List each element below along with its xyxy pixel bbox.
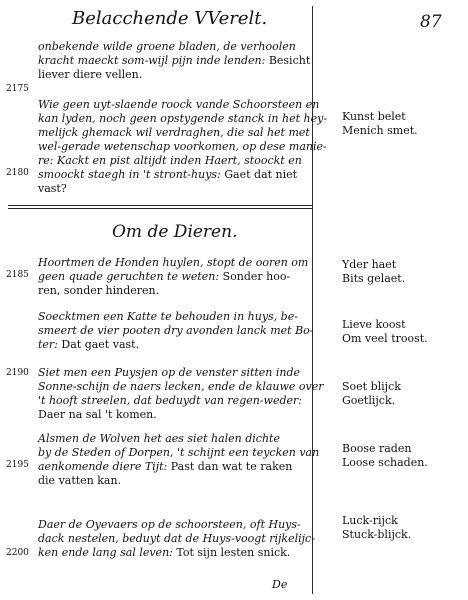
italic-segment: Hoortmen de Honden huylen, stopt de ooren om xyxy=(38,256,309,269)
page-number: 87 xyxy=(420,12,442,32)
text-line xyxy=(38,546,306,560)
italic-segment: by de Steden of Dorpen, 't schijnt een teycken van xyxy=(38,446,320,459)
text-line xyxy=(38,126,310,140)
roman-segment: ren, sonder hinderen. xyxy=(38,284,160,297)
italic-segment: Sonne-schijn de naers lecken, ende de klauwe over xyxy=(38,380,324,393)
margin-note-line: Boose raden xyxy=(342,442,412,455)
margin-note-line: Stuck-blijck. xyxy=(342,528,412,541)
text-line xyxy=(38,460,306,474)
text-line xyxy=(38,310,306,324)
margin-note-line: Lieve koost xyxy=(342,318,406,331)
italic-segment: ken ende lang sal leven: xyxy=(38,546,177,559)
line-number: 2200 xyxy=(6,548,29,558)
roman-segment: Sonder hoo- xyxy=(222,270,291,283)
entry xyxy=(38,256,309,298)
text-line xyxy=(38,270,306,284)
text-line xyxy=(38,68,306,82)
italic-segment: smeert de vier pooten dry avonden lanck met Bo- xyxy=(38,324,314,337)
italic-segment: Siet men een Puysjen op de venster sitten inde xyxy=(38,366,301,379)
margin-note xyxy=(342,380,401,408)
margin-note-line: Kunst belet xyxy=(342,110,406,123)
margin-note xyxy=(342,110,418,138)
italic-segment: geen quade geruchten te weten: xyxy=(38,270,223,283)
roman-segment: Daer na sal 't komen. xyxy=(38,408,157,421)
margin-note-line: Om veel troost. xyxy=(342,332,428,345)
roman-segment: Besicht xyxy=(268,54,311,67)
margin-note-line: Yder haet xyxy=(342,258,397,271)
text-line xyxy=(38,40,306,54)
italic-segment: aenkomende diere Tijt: xyxy=(38,460,171,473)
line-number: 2195 xyxy=(6,460,29,470)
text-line xyxy=(38,182,306,196)
italic-segment: onbekende wilde groene bladen, de verhoolen xyxy=(38,40,296,53)
text-line xyxy=(38,366,306,380)
italic-segment: re: Kackt en pist altijdt inden Haert, stoockt en xyxy=(38,154,302,167)
text-line xyxy=(38,432,306,446)
section-rule-top xyxy=(8,205,312,206)
roman-segment: Tot sijn lesten snick. xyxy=(176,546,291,559)
italic-segment: ter: xyxy=(38,338,62,351)
italic-segment: Daer de Oyevaers op de schoorsteen, oft Huys- xyxy=(38,518,301,531)
text-line xyxy=(38,54,311,68)
catchword: De xyxy=(272,578,288,591)
roman-segment: Past dan wat te raken xyxy=(170,460,293,473)
entry xyxy=(38,98,328,196)
italic-segment: Alsmen de Wolven het aes siet halen dichte xyxy=(38,432,280,445)
margin-note xyxy=(342,318,428,346)
italic-segment: wel-gerade wetenschap voorkomen, op dese manie- xyxy=(38,140,327,153)
margin-column-rule xyxy=(312,6,313,594)
text-line xyxy=(38,154,306,168)
italic-segment: smoockt staegh in 't stront-huys: xyxy=(38,168,225,181)
italic-segment: melijck ghemack wil verdraghen, die sal het met xyxy=(38,126,310,139)
text-line xyxy=(38,168,306,182)
margin-note-line: Luck-rijck xyxy=(342,514,398,527)
roman-segment: liever diere vellen. xyxy=(38,68,143,81)
section-title: Om de Dieren. xyxy=(112,222,238,242)
margin-note-line: Soet blijck xyxy=(342,380,401,393)
margin-note xyxy=(342,258,405,286)
text-line xyxy=(38,140,327,154)
text-line xyxy=(38,98,320,112)
roman-segment: die vatten kan. xyxy=(38,474,122,487)
line-number: 2185 xyxy=(6,270,29,280)
line-number: 2175 xyxy=(6,84,29,94)
roman-segment: Gaet dat niet xyxy=(224,168,298,181)
text-line xyxy=(38,284,306,298)
italic-segment: kan lyden, noch geen opstygende stanck in het hey- xyxy=(38,112,328,125)
entry xyxy=(38,310,314,352)
italic-segment: kracht maeckt som-wijl pijn inde lenden: xyxy=(38,54,269,67)
text-line xyxy=(38,338,306,352)
entry xyxy=(38,432,320,488)
text-line xyxy=(38,256,309,270)
text-line xyxy=(38,408,306,422)
entry xyxy=(38,40,311,82)
margin-note-line: Bits gelaet. xyxy=(342,272,406,285)
italic-segment: Soecktmen een Katte te behouden in huys, be- xyxy=(38,310,298,323)
text-line xyxy=(38,112,328,126)
margin-note-line: Loose schaden. xyxy=(342,456,428,469)
roman-segment: Dat gaet vast. xyxy=(61,338,140,351)
margin-note-line: Menich smet. xyxy=(342,124,418,137)
italic-segment: Wie geen uyt-slaende roock vande Schoorsteen en xyxy=(38,98,320,111)
text-line xyxy=(38,380,324,394)
line-number: 2180 xyxy=(6,168,29,178)
text-line xyxy=(38,446,320,460)
entry xyxy=(38,366,324,422)
text-line xyxy=(38,474,306,488)
text-line xyxy=(38,532,315,546)
margin-note-line: Goetlijck. xyxy=(342,394,396,407)
line-number: 2190 xyxy=(6,368,29,378)
text-line xyxy=(38,518,306,532)
italic-segment: 't hooft streelen, dat beduydt van regen-weder: xyxy=(38,394,302,407)
italic-segment: dack nestelen, beduyt dat de Huys-voogt rijkelijc- xyxy=(38,532,315,545)
entry xyxy=(38,518,315,560)
section-rule-bottom xyxy=(8,208,312,209)
text-line xyxy=(38,394,306,408)
running-head: Belacchende VVerelt. xyxy=(72,8,268,29)
margin-note xyxy=(342,514,411,542)
margin-note xyxy=(342,442,428,470)
text-line xyxy=(38,324,314,338)
roman-segment: vast? xyxy=(38,182,67,195)
